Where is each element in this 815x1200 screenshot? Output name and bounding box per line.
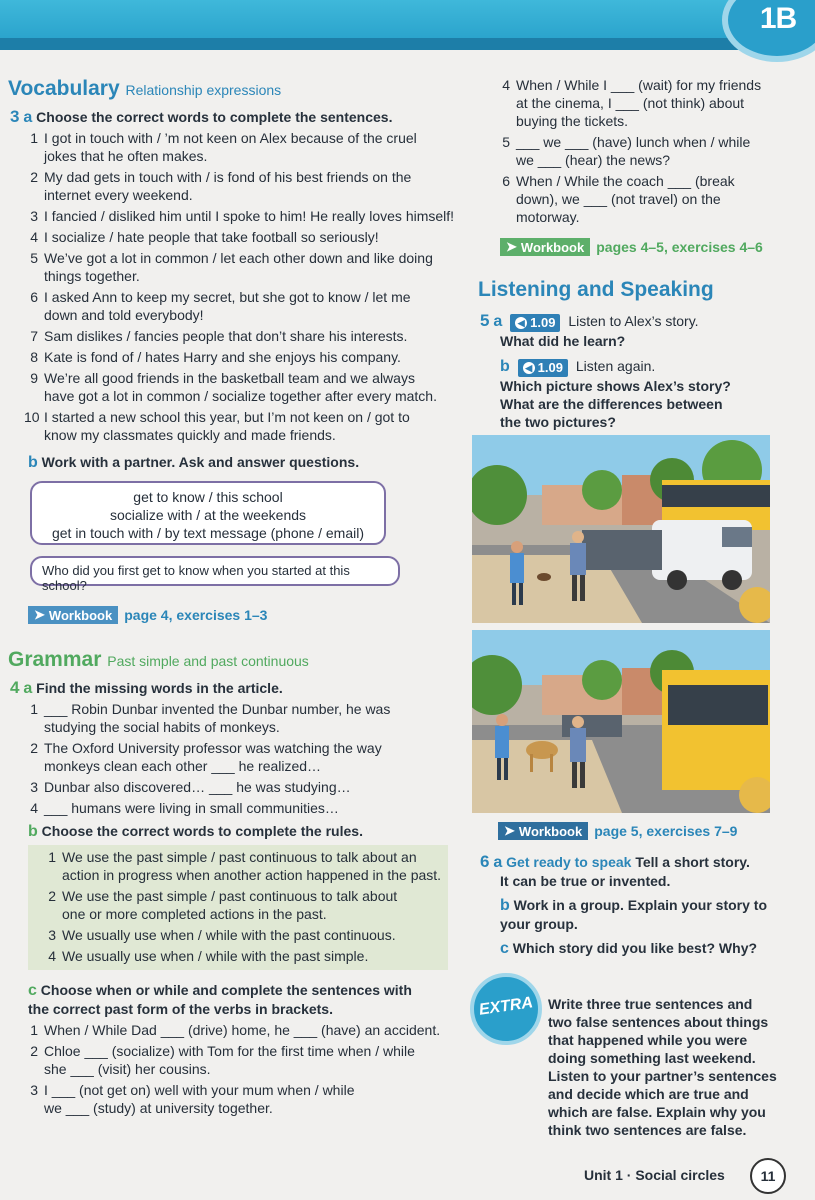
item-line-cont: have got a lot in common / socialize together after every match. <box>44 388 437 404</box>
item-number: 3 <box>30 779 38 795</box>
item-text: We use the past simple / past continuous to talk about <box>62 888 398 904</box>
item-text: I started a new school this year, but I’m not keen on / got to <box>44 409 410 425</box>
exercise-letter: b <box>500 358 510 375</box>
exercise-task: Find the missing words in the article. <box>36 680 283 696</box>
list-item <box>24 799 464 817</box>
item-line-cont: jokes that he often makes. <box>44 148 208 164</box>
item-line <box>496 76 796 94</box>
track-number: 1.09 <box>537 360 563 375</box>
exercise-4a-list <box>24 700 464 820</box>
exercise-task: Choose the correct words to complete the sentences. <box>36 109 393 125</box>
exercise-task-cont: the two pictures? <box>500 414 616 430</box>
list-item <box>24 168 464 204</box>
item-number: 2 <box>48 888 56 904</box>
list-item <box>24 700 464 736</box>
item-line <box>42 887 452 905</box>
item-text: When / While Dad ___ (drive) home, he ___ (have) an accident. <box>44 1022 441 1038</box>
exercise-4c-list-cont <box>496 76 796 229</box>
workbook-ref-3 <box>498 822 737 840</box>
extra-line: Listen to your partner’s sentences <box>548 1068 777 1084</box>
item-line-cont: studying the social habits of monkeys. <box>44 719 280 735</box>
item-number: 4 <box>30 229 38 245</box>
item-line <box>24 408 464 426</box>
exercise-letter: a <box>23 680 33 697</box>
workbook-tag <box>500 238 590 256</box>
header-band <box>0 0 815 40</box>
item-number: 1 <box>48 849 56 865</box>
list-item <box>24 249 464 285</box>
item-number: 5 <box>30 250 38 266</box>
item-number: 9 <box>30 370 38 386</box>
list-item <box>24 408 464 444</box>
item-line <box>24 207 464 225</box>
item-line <box>24 348 464 366</box>
item-line <box>24 1081 464 1099</box>
item-text: We use the past simple / past continuous to talk about an <box>62 849 417 865</box>
lesson-badge-label: 1B <box>759 2 797 35</box>
header-band-stripe <box>0 38 815 50</box>
item-number: 3 <box>30 1082 38 1098</box>
list-item <box>496 172 796 226</box>
extra-line: and decide which are true and <box>548 1086 749 1102</box>
prompt-line: get in touch with / by text message (phone / email) <box>51 525 365 541</box>
extra-line: Write three true sentences and <box>548 996 753 1012</box>
exercise-task-cont: the correct past form of the verbs in brackets. <box>28 1001 333 1017</box>
item-text: We’ve got a lot in common / let each other down and like doing <box>44 250 433 266</box>
exercise-letter: b <box>28 823 38 840</box>
item-text: ___ humans were living in small communities… <box>44 800 339 816</box>
speech-text: Who did you first get to know when you started at this school? <box>42 563 350 593</box>
exercise-task: Choose the correct words to complete the rules. <box>41 823 363 839</box>
item-line <box>24 249 464 267</box>
list-item <box>42 848 452 884</box>
picture-a <box>472 435 770 623</box>
list-item <box>496 76 796 130</box>
grammar-heading <box>8 648 309 672</box>
exercise-number: 5 <box>480 311 490 330</box>
extra-label: EXTRA <box>477 994 534 1019</box>
item-text: I asked Ann to keep my secret, but she got to know / let me <box>44 289 411 305</box>
item-line-cont: down and told everybody! <box>44 307 204 323</box>
speech-bubble <box>30 556 400 593</box>
item-number: 8 <box>30 349 38 365</box>
item-number: 4 <box>48 948 56 964</box>
workbook-label: Workbook <box>48 607 113 623</box>
exercise-task: Listen again. <box>575 358 656 374</box>
prompt-box <box>30 481 386 545</box>
listening-title: Listening and Speaking <box>478 278 714 301</box>
item-line-cont: one or more completed actions in the past. <box>62 906 327 922</box>
item-number: 2 <box>30 740 38 756</box>
item-line <box>24 327 464 345</box>
item-text: ___ we ___ (have) lunch when / while <box>516 134 751 150</box>
exercise-task-cont: your group. <box>500 916 578 932</box>
item-line <box>24 739 464 757</box>
exercise-task: Work with a partner. Ask and answer questions. <box>41 454 360 470</box>
item-text: We’re all good friends in the basketball team and we always <box>44 370 415 386</box>
item-line <box>24 799 464 817</box>
item-number: 3 <box>48 927 56 943</box>
exercise-number: 6 <box>480 852 490 871</box>
list-item <box>42 887 452 923</box>
list-item <box>496 133 796 169</box>
exercise-task-cont: What did he learn? <box>500 333 626 349</box>
list-item <box>24 129 464 165</box>
item-number: 1 <box>30 701 38 717</box>
exercise-4c-list <box>24 1021 464 1120</box>
item-line <box>42 947 452 965</box>
vocabulary-heading <box>8 77 281 101</box>
list-item <box>42 947 452 965</box>
item-line-cont: we ___ (study) at university together. <box>44 1100 273 1116</box>
item-number: 7 <box>30 328 38 344</box>
exercise-letter: c <box>28 982 37 999</box>
item-text: Sam dislikes / fancies people that don’t share his interests. <box>44 328 408 344</box>
arrow-icon: ➤ <box>34 607 45 622</box>
item-line <box>24 1021 464 1039</box>
list-item <box>42 926 452 944</box>
workbook-pages: pages 4–5, exercises 4–6 <box>596 239 763 255</box>
item-line <box>496 133 796 151</box>
list-item <box>24 288 464 324</box>
list-item <box>24 778 464 796</box>
exercise-letter: b <box>28 454 38 471</box>
extra-line: think two sentences are false. <box>548 1122 747 1138</box>
item-number: 2 <box>30 1043 38 1059</box>
item-text: When / While I ___ (wait) for my friends <box>516 77 762 93</box>
extra-line: which are false. Explain why you <box>548 1104 766 1120</box>
item-line-cont: down), we ___ (not travel) on the <box>516 191 721 207</box>
item-text: I socialize / hate people that take football so seriously! <box>44 229 379 245</box>
item-line <box>24 168 464 186</box>
exercise-task: Which story did you like best? Why? <box>512 940 758 956</box>
item-number: 3 <box>30 208 38 224</box>
exercise-4c-header <box>28 981 412 1018</box>
exercise-6 <box>480 853 800 958</box>
item-number: 4 <box>502 77 510 93</box>
item-line-cont: internet every weekend. <box>44 187 193 203</box>
workbook-label: Workbook <box>518 823 583 839</box>
item-line-cont: things together. <box>44 268 140 284</box>
item-text: I ___ (not get on) well with your mum when / while <box>44 1082 355 1098</box>
extra-text <box>548 995 788 1139</box>
exercise-task-cont: Which picture shows Alex’s story? <box>500 378 731 394</box>
item-line-cont: know my classmates quickly and made friends. <box>44 427 336 443</box>
vocabulary-subtitle: Relationship expressions <box>125 82 282 98</box>
item-line <box>24 778 464 796</box>
list-item <box>24 1081 464 1117</box>
item-line-cont: at the cinema, I ___ (not think) about <box>516 95 745 111</box>
item-text: We usually use when / while with the past continuous. <box>62 927 396 943</box>
extra-line: doing something last weekend. <box>548 1050 756 1066</box>
exercise-4a-header <box>10 678 283 698</box>
item-text: Dunbar also discovered… ___ he was studying… <box>44 779 351 795</box>
item-line-cont: motorway. <box>516 209 580 225</box>
item-number: 6 <box>502 173 510 189</box>
track-number: 1.09 <box>530 315 556 330</box>
exercise-5a <box>480 312 800 350</box>
item-text: ___ Robin Dunbar invented the Dunbar number, he was <box>44 701 391 717</box>
list-item <box>24 207 464 225</box>
workbook-pages: page 4, exercises 1–3 <box>124 607 268 623</box>
workbook-tag <box>498 822 588 840</box>
list-item <box>24 348 464 366</box>
footer-unit: Unit 1 · Social circles <box>584 1167 725 1183</box>
item-line <box>42 926 452 944</box>
item-number: 10 <box>24 409 40 425</box>
exercise-number: 4 <box>10 678 20 697</box>
workbook-ref-2 <box>500 238 763 256</box>
item-line <box>24 369 464 387</box>
exercise-3b-header <box>28 454 359 472</box>
item-text: When / While the coach ___ (break <box>516 173 735 189</box>
item-text: I got in touch with / ’m not keen on Alex because of the cruel <box>44 130 417 146</box>
item-line-cont: she ___ (visit) her cousins. <box>44 1061 211 1077</box>
exercise-4b-header <box>28 823 363 841</box>
list-item <box>24 1021 464 1039</box>
list-item <box>24 739 464 775</box>
exercise-heading: Get ready to speak <box>506 854 632 870</box>
exercise-letter: b <box>500 897 510 914</box>
audio-track-badge[interactable] <box>510 314 560 332</box>
list-item <box>24 369 464 405</box>
item-line <box>496 172 796 190</box>
list-item <box>24 1042 464 1078</box>
workbook-ref-1 <box>28 606 267 624</box>
grammar-title: Grammar <box>8 648 102 671</box>
workbook-label: Workbook <box>520 239 585 255</box>
exercise-task-cont: It can be true or invented. <box>500 873 671 889</box>
item-line-cont: we ___ (hear) the news? <box>516 152 671 168</box>
page-number: 11 <box>750 1158 786 1194</box>
picture-b <box>472 630 770 813</box>
item-line <box>42 848 452 866</box>
prompt-line: get to know / this school <box>133 489 283 505</box>
item-line <box>24 288 464 306</box>
exercise-task-cont: What are the differences between <box>500 396 723 412</box>
item-number: 1 <box>30 130 38 146</box>
exercise-task: Tell a short story. <box>635 854 750 870</box>
extra-line: two false sentences about things <box>548 1014 769 1030</box>
exercise-number: 3 <box>10 107 20 126</box>
item-line-cont: buying the tickets. <box>516 113 629 129</box>
item-number: 4 <box>30 800 38 816</box>
exercise-task: Choose when or while and complete the sentences with <box>40 982 412 998</box>
audio-track-badge[interactable] <box>518 359 568 377</box>
item-text: The Oxford University professor was watching the way <box>44 740 382 756</box>
exercise-letter: a <box>23 109 33 126</box>
vocabulary-title: Vocabulary <box>8 77 120 100</box>
exercise-3a-header <box>10 107 392 127</box>
prompt-line: socialize with / at the weekends <box>109 507 307 523</box>
item-line <box>24 228 464 246</box>
item-text: We usually use when / while with the past simple. <box>62 948 369 964</box>
rules-list <box>42 848 452 968</box>
item-line-cont: action in progress when another action happened in the past. <box>62 867 442 883</box>
list-item <box>24 228 464 246</box>
extra-line: that happened while you were <box>548 1032 748 1048</box>
exercise-5b <box>500 357 800 431</box>
item-text: Chloe ___ (socialize) with Tom for the first time when / while <box>44 1043 415 1059</box>
exercise-letter: c <box>500 940 509 957</box>
item-line <box>24 700 464 718</box>
exercise-letter: a <box>493 313 503 330</box>
item-line <box>24 129 464 147</box>
list-item <box>24 327 464 345</box>
item-line <box>24 1042 464 1060</box>
exercise-3a-list <box>24 129 464 447</box>
item-number: 6 <box>30 289 38 305</box>
item-text: I fancied / disliked him until I spoke to him! He really loves himself! <box>44 208 455 224</box>
workbook-pages: page 5, exercises 7–9 <box>594 823 738 839</box>
item-text: Kate is fond of / hates Harry and she enjoys his company. <box>44 349 401 365</box>
exercise-letter: a <box>493 854 503 871</box>
item-number: 1 <box>30 1022 38 1038</box>
item-line-cont: monkeys clean each other ___ he realized… <box>44 758 322 774</box>
item-number: 2 <box>30 169 38 185</box>
grammar-subtitle: Past simple and past continuous <box>107 653 309 669</box>
exercise-task: Listen to Alex’s story. <box>568 313 699 329</box>
exercise-task: Work in a group. Explain your story to <box>513 897 767 913</box>
arrow-icon: ➤ <box>506 239 517 254</box>
arrow-icon: ➤ <box>504 823 515 838</box>
audio-icon: ◀ <box>515 317 527 329</box>
item-number: 5 <box>502 134 510 150</box>
audio-icon: ◀ <box>523 362 535 374</box>
workbook-tag <box>28 606 118 624</box>
item-text: My dad gets in touch with / is fond of his best friends on the <box>44 169 412 185</box>
